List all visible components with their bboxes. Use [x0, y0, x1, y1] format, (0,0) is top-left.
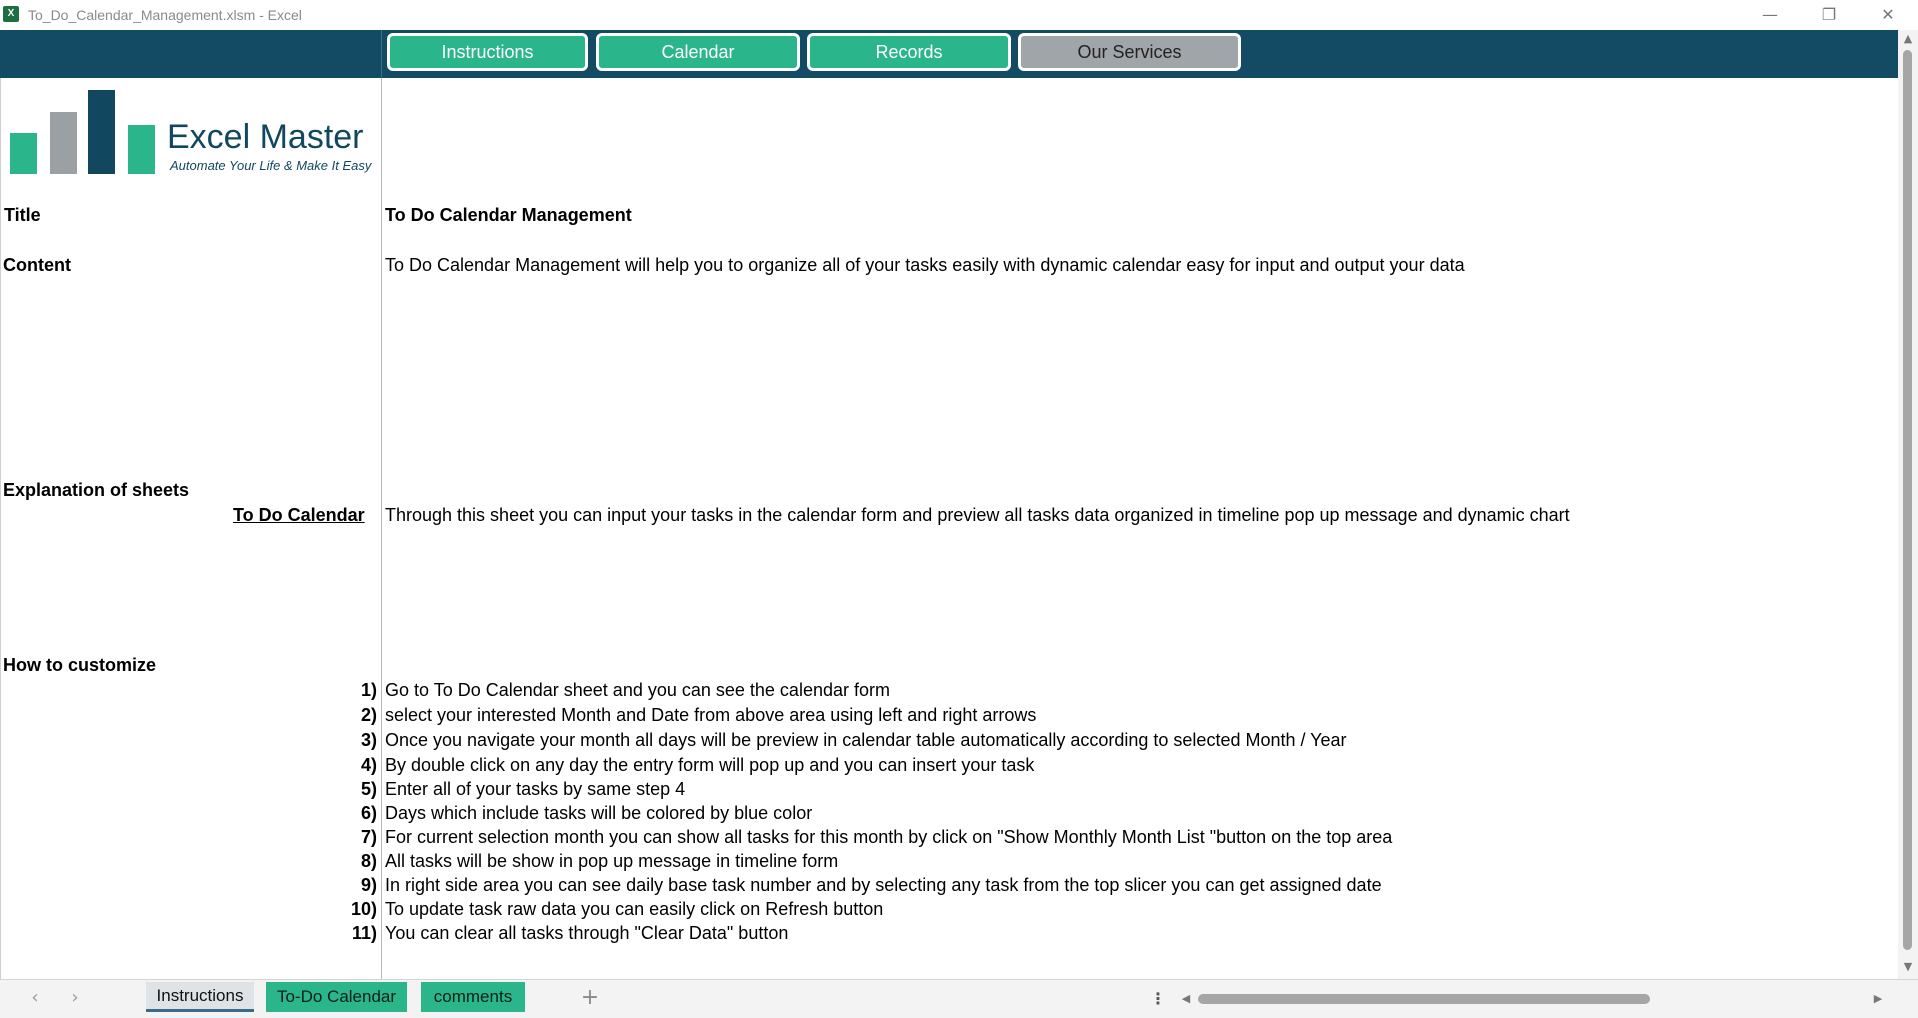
- step-number: 7): [360, 827, 377, 847]
- content-value: To Do Calendar Management will help you to organize all of your tasks easily with dynamic calendar easy for input and output your data: [385, 255, 1465, 275]
- step-number: 4): [360, 755, 377, 775]
- step-text: For current selection month you can show all tasks for this month by click on "Show Monthly Month List "button on the top area: [385, 827, 1393, 847]
- step-text: Once you navigate your month all days will be preview in calendar table automatically according to selected Month / Year: [385, 730, 1347, 750]
- step-text: Go to To Do Calendar sheet and you can see the calendar form: [385, 680, 890, 700]
- step-text: In right side area you can see daily base task number and by selecting any task from the top slicer you can get assigned date: [385, 875, 1382, 895]
- logo-bar-3: [88, 90, 115, 174]
- calendar-button[interactable]: Calendar: [596, 33, 800, 71]
- column-divider: [381, 78, 382, 979]
- add-sheet-icon[interactable]: +: [580, 985, 600, 1010]
- horizontal-scroll-thumb[interactable]: [1198, 994, 1650, 1004]
- logo-bar-1: [10, 133, 37, 174]
- content-label: Content: [3, 255, 71, 275]
- step-number: 8): [360, 851, 377, 871]
- restore-icon[interactable]: ❐: [1821, 5, 1837, 24]
- step-number: 1): [360, 680, 377, 700]
- step-number: 3): [360, 730, 377, 750]
- step-text: All tasks will be show in pop up message in timeline form: [385, 851, 839, 871]
- prev-sheet-icon[interactable]: ‹: [31, 987, 39, 1008]
- title-bar: [0, 0, 1918, 30]
- tab-to-do-calendar[interactable]: To-Do Calendar: [266, 982, 407, 1012]
- scroll-left-icon[interactable]: ◀: [1181, 992, 1191, 1005]
- excel-app-icon: X: [3, 6, 19, 22]
- step-number: 2): [360, 705, 377, 725]
- sheet-left-border: [0, 78, 1, 979]
- scroll-right-icon[interactable]: ▶: [1873, 992, 1883, 1005]
- to-do-calendar-link[interactable]: To Do Calendar: [233, 505, 365, 525]
- sheet-tab-bar: [0, 979, 1918, 1018]
- step-text: Days which include tasks will be colored by blue color: [385, 803, 813, 823]
- tab-comments[interactable]: comments: [421, 982, 525, 1012]
- step-number: 9): [360, 875, 377, 895]
- logo-tagline: Automate Your Life & Make It Easy: [170, 158, 372, 173]
- step-text: You can clear all tasks through "Clear Data" button: [385, 923, 789, 943]
- customize-label: How to customize: [3, 655, 157, 675]
- more-options-icon[interactable]: ⋮: [1150, 989, 1166, 1008]
- step-number: 6): [360, 803, 377, 823]
- window-title: To_Do_Calendar_Management.xlsm - Excel: [28, 7, 302, 23]
- logo-bar-2: [50, 112, 77, 174]
- step-text: Enter all of your tasks by same step 4: [385, 779, 686, 799]
- vertical-scrollbar[interactable]: [1898, 30, 1918, 979]
- title-label: Title: [4, 205, 41, 225]
- next-sheet-icon[interactable]: ›: [71, 987, 79, 1008]
- step-number: 10): [350, 899, 377, 919]
- step-text: select your interested Month and Date from above area using left and right arrows: [385, 705, 1037, 725]
- scroll-down-icon[interactable]: ▼: [1903, 960, 1913, 973]
- records-button[interactable]: Records: [807, 33, 1011, 71]
- step-text: By double click on any day the entry form will pop up and you can insert your task: [385, 755, 1035, 775]
- our-services-button[interactable]: Our Services: [1018, 33, 1241, 71]
- title-value: To Do Calendar Management: [385, 205, 632, 225]
- step-text: To update task raw data you can easily click on Refresh button: [385, 899, 884, 919]
- vertical-scroll-thumb[interactable]: [1903, 50, 1912, 950]
- nav-left-cell: [0, 30, 382, 78]
- instructions-button[interactable]: Instructions: [387, 33, 588, 71]
- scroll-up-icon[interactable]: ▲: [1903, 32, 1913, 45]
- logo-brand-text: Excel Master: [167, 118, 364, 156]
- tab-instructions[interactable]: Instructions: [146, 982, 254, 1012]
- nav-band: [0, 30, 1898, 78]
- horizontal-scrollbar[interactable]: [1178, 988, 1888, 1010]
- step-number: 11): [351, 923, 377, 943]
- explanation-value: Through this sheet you can input your tasks in the calendar form and preview all tasks data organized in timeline pop up message and dynamic chart: [385, 505, 1570, 525]
- close-icon[interactable]: ✕: [1881, 5, 1895, 24]
- explanation-label: Explanation of sheets: [3, 480, 190, 500]
- step-number: 5): [360, 779, 377, 799]
- excel-master-logo: [10, 88, 370, 174]
- logo-bar-4: [128, 125, 155, 174]
- minimize-icon[interactable]: —: [1762, 5, 1778, 24]
